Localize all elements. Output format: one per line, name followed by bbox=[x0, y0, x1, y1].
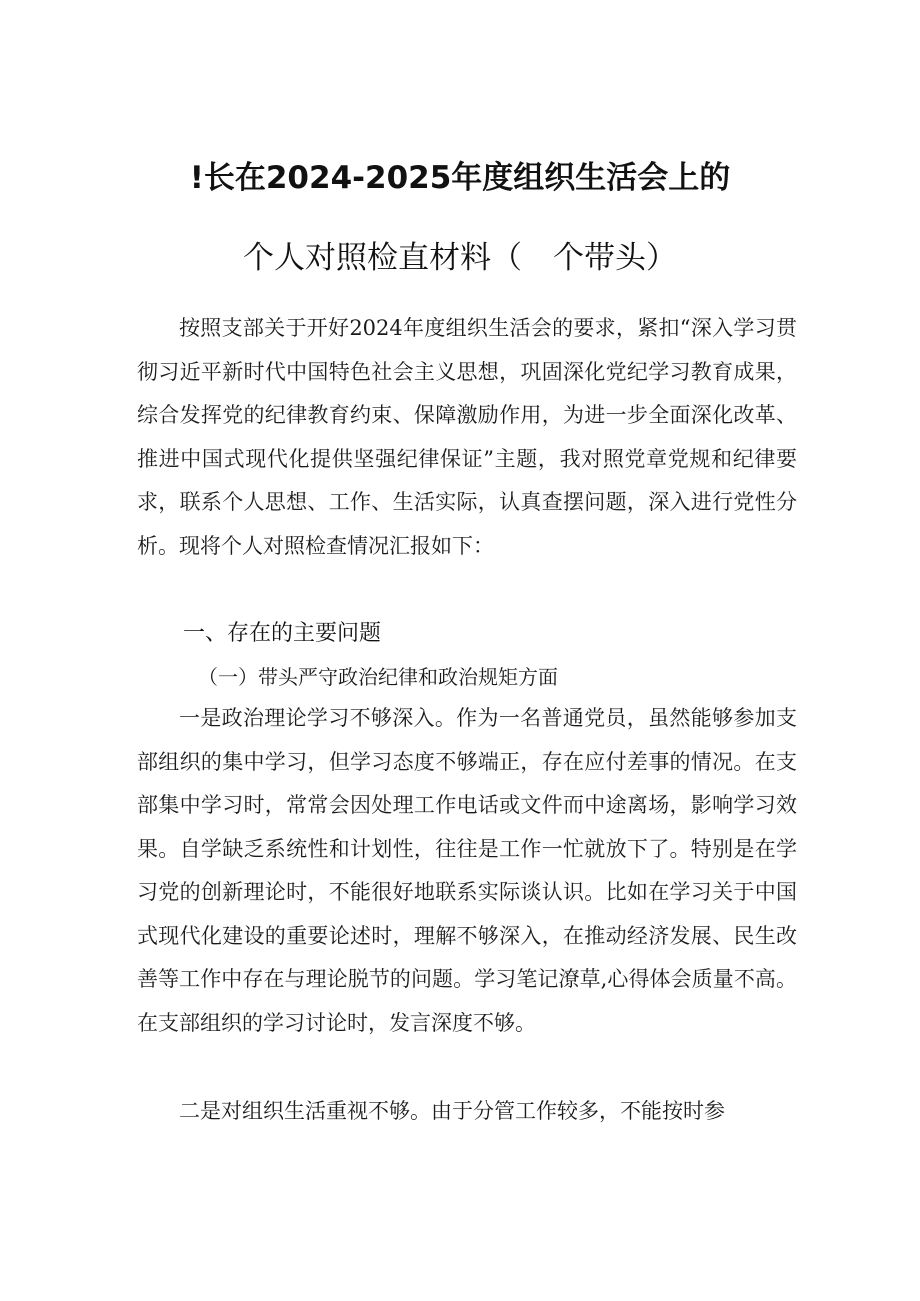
point-two-paragraph: 二是对组织生活重视不够。由于分管工作较多，不能按时参 bbox=[179, 1099, 725, 1123]
point-two-paragraph-block bbox=[137, 1090, 797, 1134]
section-heading: 一、存在的主要问题 bbox=[183, 621, 382, 646]
document-title-line-2: 个人对照检直材料（ 个带头） bbox=[243, 240, 677, 276]
point-one-paragraph-block bbox=[137, 697, 797, 1045]
subsection-heading: （一）带头严守政治纪律和政治规矩方面 bbox=[198, 665, 558, 689]
intro-paragraph-block bbox=[137, 307, 797, 568]
point-one-paragraph: 一是政治理论学习不够深入。作为一名普通党员，虽然能够参加支部组织的集中学习，但学习态度不够端正，存在应付差事的情况。在支部集中学习时，常常会因处理工作电话或文件而中途离场，影响学习效果。自学缺乏系统性和计划性，往往是工作一忙就放下了。特别是在学习党的创新理论时，不能很好地联系实际谈认识。比如在学习关于中国式现代化建设的重要论述时，理解不够深入，在推动经济发展、民生改善等工作中存在与理论脱节的问题。学习笔记潦草,心得体会质量不高。在支部组织的学习讨论时，发言深度不够。 bbox=[137, 706, 797, 1035]
document-title-line-1: !长在2024-2025年度组织生活会上的 bbox=[189, 160, 731, 196]
intro-paragraph: 按照支部关于开好2024年度组织生活会的要求，紧扣“深入学习贯彻习近平新时代中国特色社会主义思想，巩固深化党纪学习教育成果，综合发挥党的纪律教育约束、保障激励作用，为进一步全面深化改革、推进中国式现代化提供坚强纪律保证”主题，我对照党章党规和纪律要求，联系个人思想、工作、生活实际，认真查摆问题，深入进行党性分析。现将个人对照检查情况汇报如下： bbox=[137, 316, 797, 558]
